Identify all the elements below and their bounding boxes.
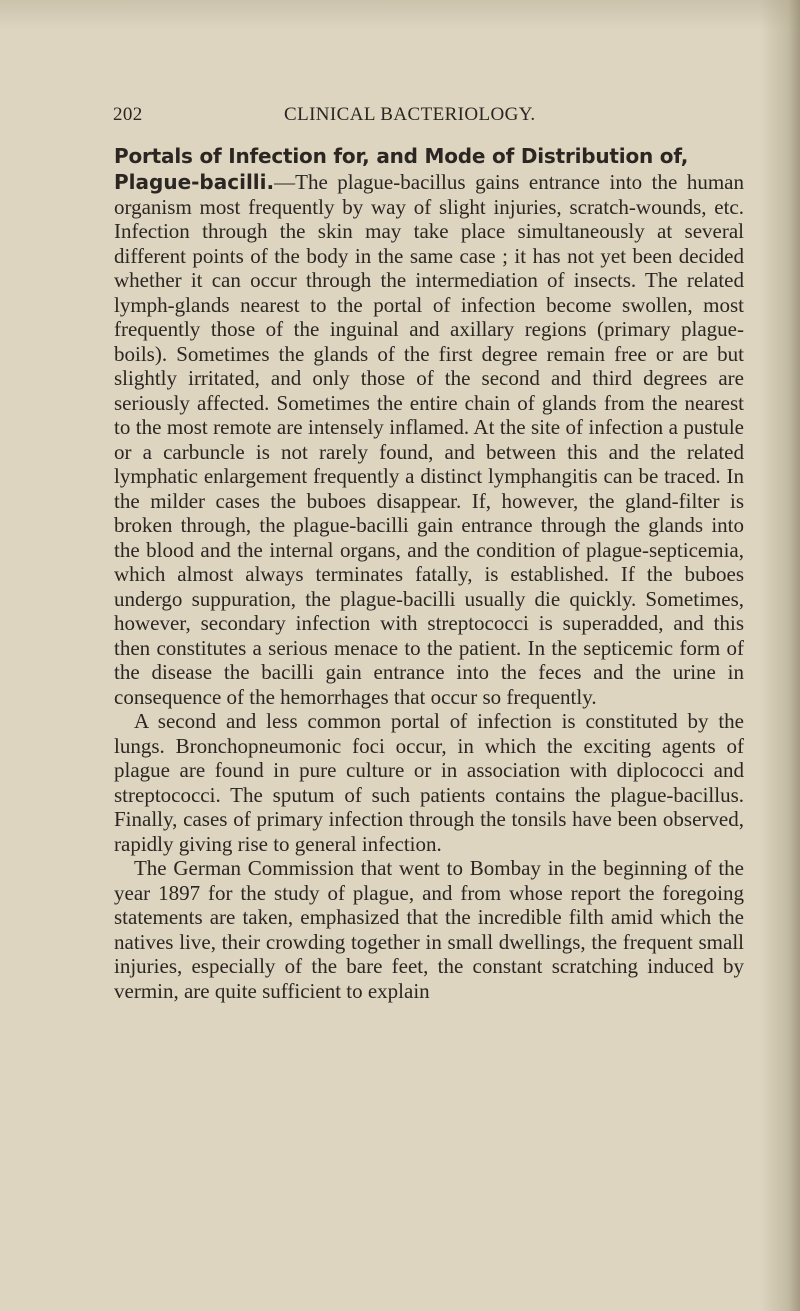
running-head (113, 104, 733, 134)
page-top-shadow (0, 0, 800, 30)
paragraph: A second and less common portal of infection is constituted by the lungs. Bronchopneumonic foci occur, in which the exciting agents of plague are found in pure culture or in association with diplococci and streptococci. The sputum of such patients contains the plague-bacillus. Finally, cases of primary infection through the tonsils have been observed, rapidly giving rise to general infection. (114, 709, 744, 856)
page-number: 202 (113, 104, 143, 125)
running-title: CLINICAL BACTERIOLOGY. (284, 104, 536, 125)
paragraph-text: —The plague-bacillus gains entrance into the human organism most frequently by way of slight injuries, scratch-wounds, etc. Infection through the skin may take place simultaneously at several different points of the body in the same case ; it has not yet been decided whether it can occur through the intermediation of insects. The related lymph-glands nearest to the portal of infection become swollen, most frequently those of the inguinal and axillary regions (primary plague-boils). Sometimes the glands of the first degree remain free or are but slightly irritated, and only those of the second and third degrees are seriously affected. Sometimes the entire chain of glands from the nearest to the most remote are intensely inflamed. At the site of infection a pustule or a carbuncle is not rarely found, and between this and the related lymphatic enlargement frequently a distinct lymphangitis can be traced. In the milder cases the buboes disappear. If, however, the gland-filter is broken through, the plague-bacilli gain entrance through the glands into the blood and the internal organs, and the condition of plague-septicemia, which almost always terminates fatally, is established. If the buboes undergo suppuration, the plague-bacilli usually die quickly. Sometimes, however, secondary infection with streptococci is superadded, and this then constitutes a serious menace to the patient. In the septicemic form of the disease the bacilli gain entrance into the feces and the urine in consequence of the hemorrhages that occur so frequently. (114, 170, 744, 709)
section-heading: Portals of Infection for, and Mode of Distribution of, (114, 144, 689, 168)
run-in-heading: Plague-bacilli. (114, 170, 275, 194)
paragraph (114, 170, 744, 709)
page-edge-shadow (760, 0, 800, 1311)
paragraph: The German Commission that went to Bombay in the beginning of the year 1897 for the study of plague, and from whose report the foregoing statements are taken, emphasized that the incredible filth amid which the natives live, their crowding together in small dwellings, the frequent small injuries, especially of the bare feet, the constant scratching induced by vermin, are quite sufficient to explain (114, 856, 744, 1003)
section-body (114, 143, 744, 1003)
